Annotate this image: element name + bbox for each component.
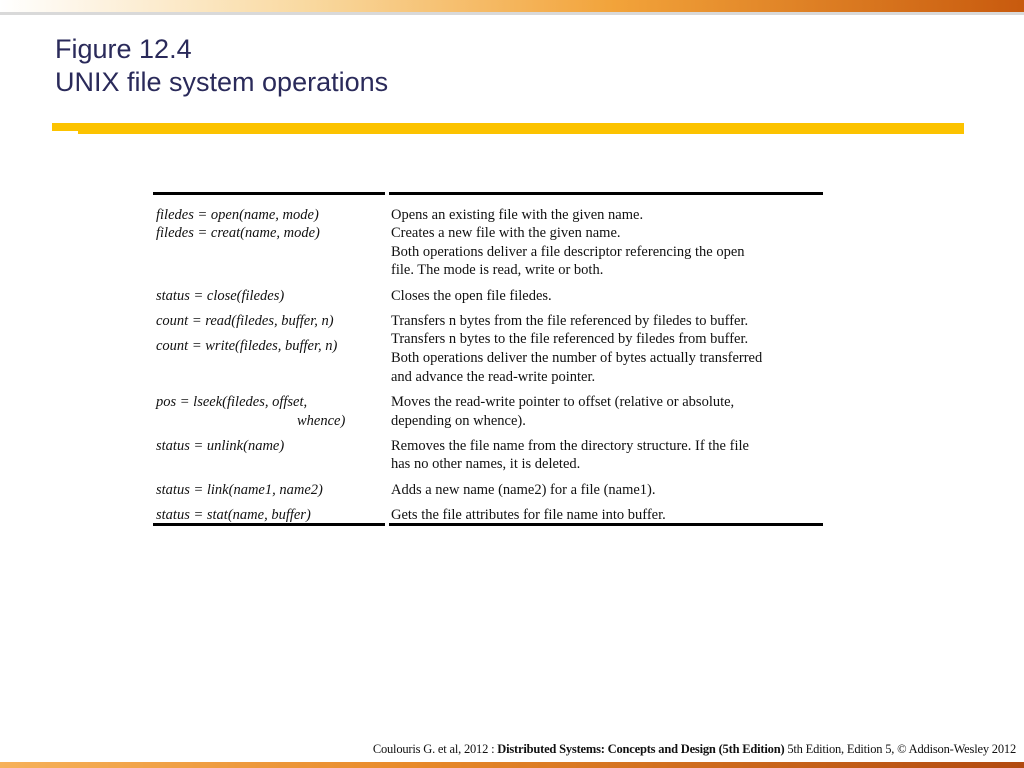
op-read: count = read(filedes, buffer, n) <box>156 313 334 329</box>
op-write: count = write(filedes, buffer, n) <box>156 338 338 354</box>
op-unlink: status = unlink(name) <box>156 438 285 454</box>
desc-open-3: Both operations deliver a file descriptor referencing the open <box>391 244 745 260</box>
desc-lseek-2: depending on whence). <box>391 413 526 429</box>
op-open: filedes = open(name, mode) <box>156 207 319 223</box>
title-line-2: UNIX file system operations <box>55 67 389 97</box>
desc-lseek-1: Moves the read-write pointer to offset (relative or absolute, <box>391 394 735 410</box>
op-link: status = link(name1, name2) <box>156 482 323 498</box>
footer-suffix: 5th Edition, Edition 5, © Addison-Wesley 2012 <box>784 742 1016 756</box>
op-lseek: pos = lseek(filedes, offset, <box>156 394 308 410</box>
table-top-rule-right <box>389 192 823 195</box>
desc-write: Transfers n bytes to the file referenced by filedes from buffer. <box>391 331 749 347</box>
accent-bar <box>52 123 964 134</box>
footer-prefix: Coulouris G. et al, 2012 : <box>372 742 498 756</box>
slide-title <box>55 33 388 99</box>
bottom-gradient-bar <box>0 762 1024 768</box>
accent-bar-notch <box>52 131 78 135</box>
desc-stat: Gets the file attributes for file name into buffer. <box>391 507 666 523</box>
desc-unlink-2: has no other names, it is deleted. <box>391 456 581 472</box>
op-lseek-cont: whence) <box>297 413 346 429</box>
desc-read: Transfers n bytes from the file referenced by filedes to buffer. <box>391 313 749 329</box>
op-close: status = close(filedes) <box>156 288 285 304</box>
footer-book-title: Distributed Systems: Concepts and Design (5th Edition) <box>497 742 785 756</box>
op-creat: filedes = creat(name, mode) <box>156 225 320 241</box>
title-line-1: Figure 12.4 <box>55 34 192 64</box>
desc-rw-3: Both operations deliver the number of bytes actually transferred <box>391 350 763 366</box>
desc-link: Adds a new name (name2) for a file (name1). <box>391 482 656 498</box>
op-stat: status = stat(name, buffer) <box>156 507 311 523</box>
top-gradient-bar <box>0 0 1024 12</box>
top-divider <box>0 12 1024 15</box>
table-top-rule-left <box>153 192 385 195</box>
desc-open-4: file. The mode is read, write or both. <box>391 262 604 278</box>
desc-open-2: Creates a new file with the given name. <box>391 225 621 241</box>
desc-unlink-1: Removes the file name from the directory structure. If the file <box>391 438 749 454</box>
desc-close: Closes the open file filedes. <box>391 288 552 304</box>
citation-footer <box>373 742 1016 757</box>
desc-open-1: Opens an existing file with the given name. <box>391 207 644 223</box>
desc-rw-4: and advance the read-write pointer. <box>391 369 596 385</box>
